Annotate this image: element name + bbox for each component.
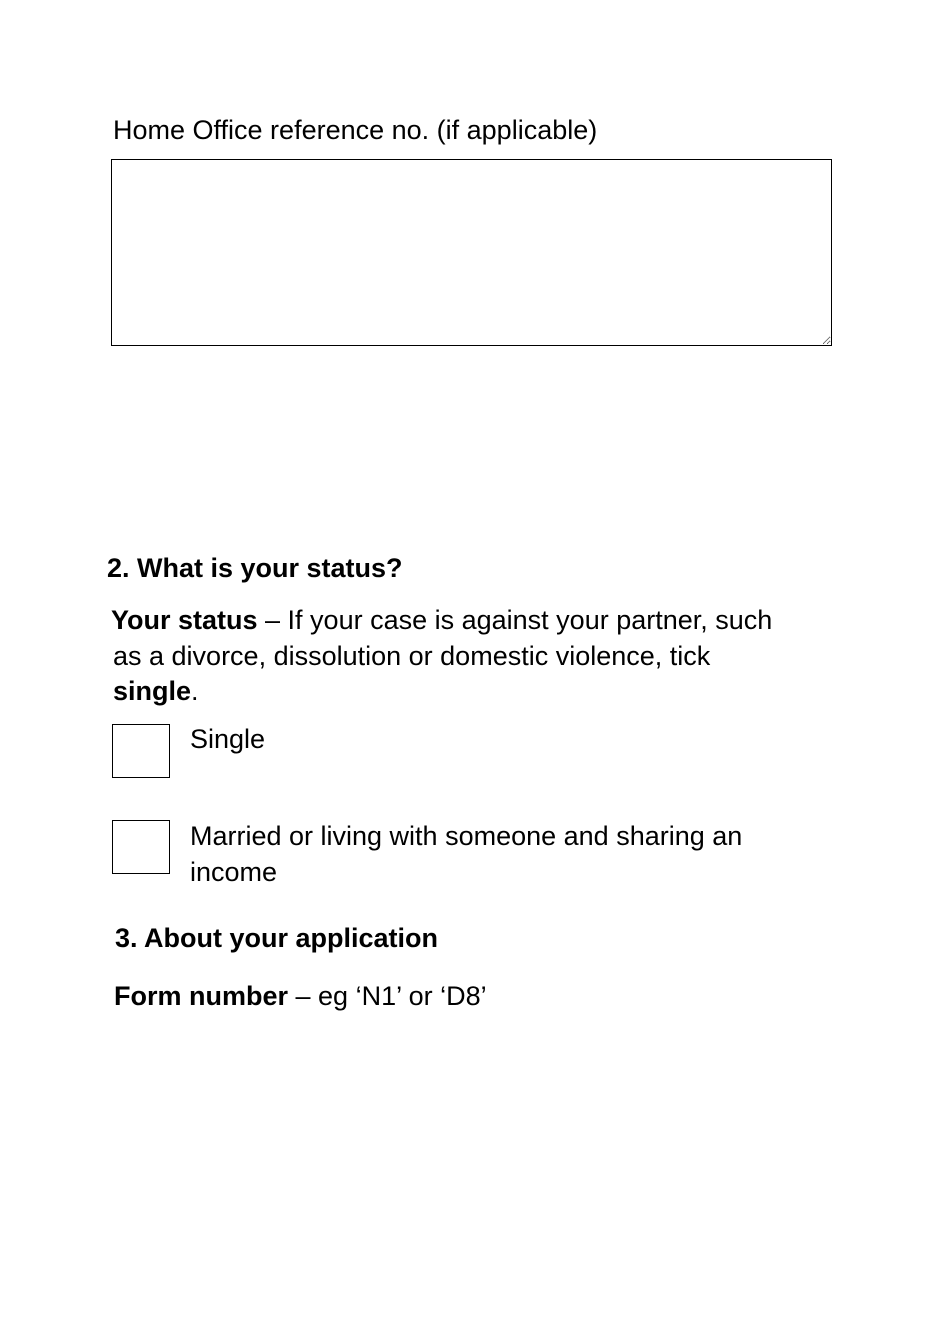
status-intro-bold: Your status	[111, 605, 258, 635]
married-option-label-line-1: Married or living with someone and sharing an	[190, 821, 743, 851]
status-intro-line-1-rest: – If your case is against your partner, such	[257, 605, 773, 635]
home-office-reference-input[interactable]	[111, 159, 832, 346]
married-option-label-line-2: income	[190, 857, 278, 887]
status-intro-single-bold: single	[113, 676, 192, 706]
application-section-heading: 3. About your application	[115, 923, 439, 953]
status-intro-line-2: as a divorce, dissolution or domestic violence, tick	[113, 641, 711, 671]
home-office-reference-label: Home Office reference no. (if applicable)	[113, 115, 598, 145]
married-checkbox[interactable]	[112, 820, 170, 874]
form-number-bold: Form number	[114, 981, 289, 1011]
status-section-heading: 2. What is your status?	[107, 553, 403, 583]
status-intro-line-1	[111, 603, 772, 638]
status-intro-line-3	[113, 674, 199, 709]
form-number-hint: – eg ‘N1’ or ‘D8’	[288, 981, 487, 1011]
single-option-label: Single	[190, 724, 266, 754]
status-intro-line-3-rest: .	[191, 676, 199, 706]
form-number-label	[114, 979, 487, 1014]
single-checkbox[interactable]	[112, 724, 170, 778]
